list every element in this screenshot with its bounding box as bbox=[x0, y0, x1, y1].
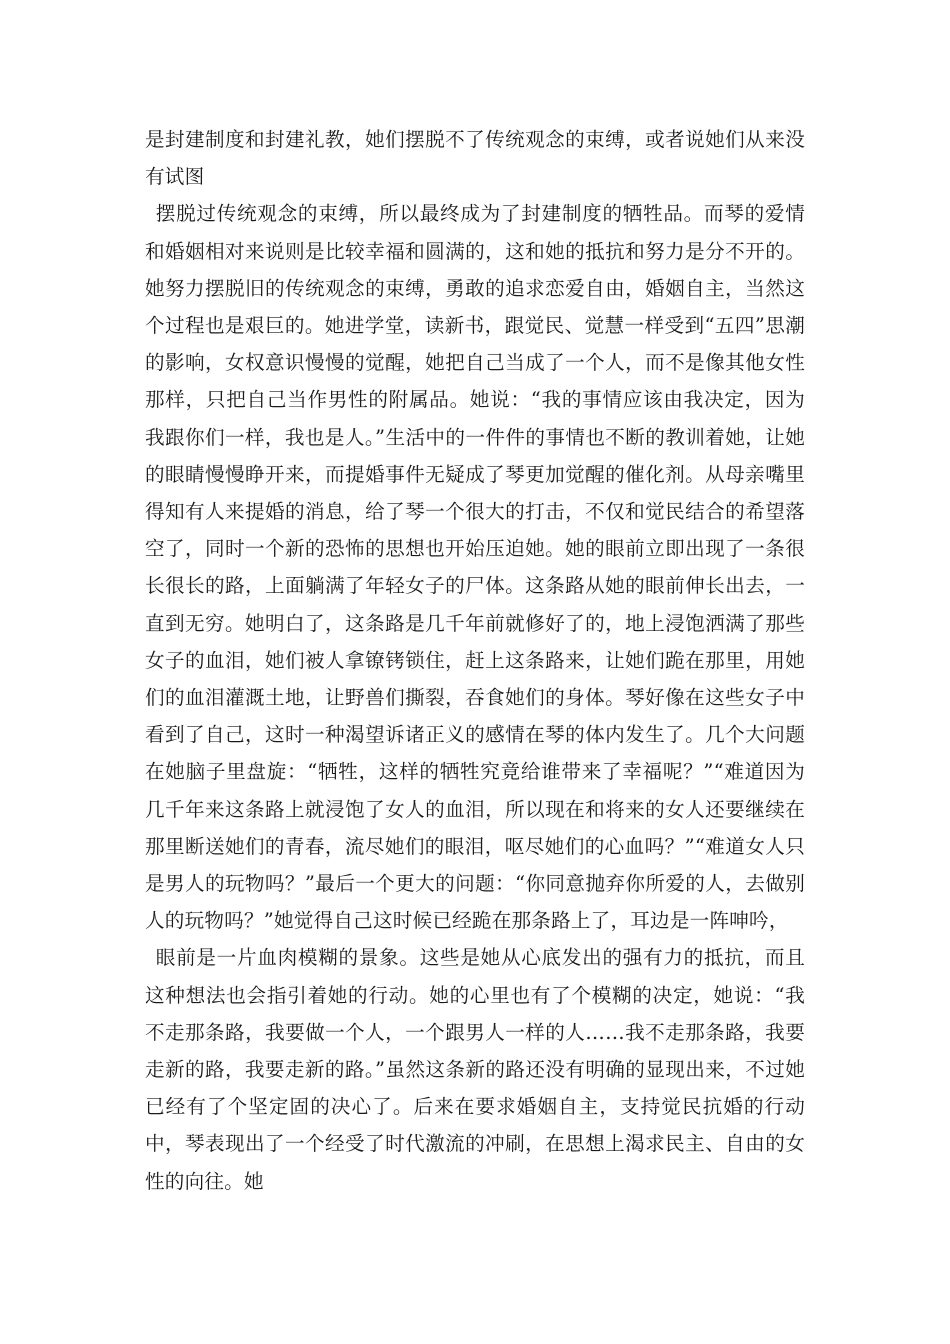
paragraph-3: 眼前是一片血肉模糊的景象。这些是她从心底发出的强有力的抵抗，而且这种想法也会指引着她的行动。她的心里也有了个模糊的决定，她说：“我不走那条路，我要做一个人，一个跟男人一样的人……我不走那条路，我要走新的路，我要走新的路。”虽然这条新的路还没有明确的显现出来，不过她已经有了个坚定固的决心了。后来在要求婚姻自主，支持觉民抗婚的行动中，琴表现出了一个经受了时代激流的冲刷，在思想上渴求民主、自由的女性的向往。她 bbox=[145, 946, 805, 1193]
body-text bbox=[145, 121, 805, 1200]
paragraph-1: 是封建制度和封建礼教，她们摆脱不了传统观念的束缚，或者说她们从来没有试图 bbox=[145, 128, 805, 189]
paragraph-2: 摆脱过传统观念的束缚，所以最终成为了封建制度的牺牲品。而琴的爱情和婚姻相对来说则是比较幸福和圆满的，这和她的抵抗和努力是分不开的。她努力摆脱旧的传统观念的束缚，勇敢的追求恋爱自由，婚姻自主，当然这个过程也是艰巨的。她进学堂，读新书，跟觉民、觉慧一样受到“五四”思潮的影响，女权意识慢慢的觉醒，她把自己当成了一个人，而不是像其他女性那样，只把自己当作男性的附属品。她说：“我的事情应该由我决定，因为我跟你们一样，我也是人。”生活中的一件件的事情也不断的教训着她，让她的眼睛慢慢睁开来，而提婚事件无疑成了琴更加觉醒的催化剂。从母亲嘴里得知有人来提婚的消息，给了琴一个很大的打击，不仅和觉民结合的希望落空了，同时一个新的恐怖的思想也开始压迫她。她的眼前立即出现了一条很长很长的路，上面躺满了年轻女子的尸体。这条路从她的眼前伸长出去，一直到无穷。她明白了，这条路是几千年前就修好了的，地上浸饱洒满了那些女子的血泪，她们被人拿镣铐锁住，赶上这条路来，让她们跪在那里，用她们的血泪灌溉土地，让野兽们撕裂，吞食她们的身体。琴好像在这些女子中看到了自己，这时一种渴望诉诸正义的感情在琴的体内发生了。几个大问题在她脑子里盘旋：“牺牲，这样的牺牲究竟给谁带来了幸福呢？”“难道因为几千年来这条路上就浸饱了女人的血泪，所以现在和将来的女人还要继续在那里断送她们的青春，流尽她们的眼泪，呕尽她们的心血吗？”“难道女人只是男人的玩物吗？”最后一个更大的问题：“你同意抛弃你所爱的人，去做别人的玩物吗？”她觉得自己这时候已经跪在那条路上了，耳边是一阵呻吟， bbox=[145, 202, 805, 933]
